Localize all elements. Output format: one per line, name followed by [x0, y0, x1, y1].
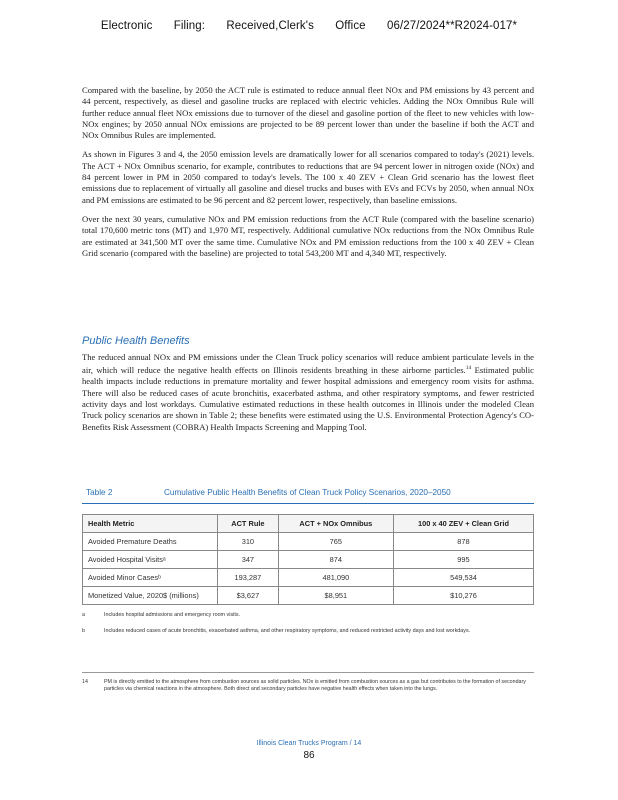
footnote-mark: 14 [82, 679, 88, 685]
filing-stamp [0, 20, 618, 32]
footer-program: Illinois Clean Trucks Program / 14 [256, 740, 362, 747]
column-header: ACT + NOx Omnibus [278, 515, 393, 533]
emissions-section [82, 85, 534, 267]
page-number: 86 [303, 750, 315, 761]
health-section [82, 352, 534, 441]
table-row [83, 533, 534, 551]
table-cell: 481,090 [278, 569, 393, 587]
body-paragraph [82, 352, 534, 433]
table-number: Table 2 [86, 488, 113, 497]
stamp-word: Office [335, 20, 366, 32]
column-header: Health Metric [83, 515, 218, 533]
table-cell: 549,534 [393, 569, 533, 587]
stamp-word: Received,Clerk's [226, 20, 314, 32]
table-cell: 193,287 [218, 569, 279, 587]
table-cell: $10,276 [393, 587, 533, 605]
table-cell: 765 [278, 533, 393, 551]
table-cell: 874 [278, 551, 393, 569]
table-cell: $3,627 [218, 587, 279, 605]
paragraph-text: The reduced annual NOx and PM emissions under the Clean Truck policy scenarios will reduce ambient particulate levels in the air, which will reduce the negative health effects on Illinois residents breathing in these airborne particles. [82, 352, 534, 376]
footnote [82, 679, 534, 694]
stamp-word: Filing: [173, 20, 206, 32]
note-mark: a [82, 612, 85, 618]
table-cell: Avoided Hospital Visitsᵃ [83, 551, 218, 569]
table-notes [82, 612, 534, 644]
section-heading: Public Health Benefits [82, 335, 190, 347]
body-paragraph: Compared with the baseline, by 2050 the ACT rule is estimated to reduce annual fleet NOx and PM emissions by 43 percent and 44 percent, respectively, as diesel and gasoline trucks are replaced with electric vehicles. Adding the NOx Omnibus Rule will further reduce annual fleet NOx emissions due to turnover of the diesel and gasoline portion of the fleet to new vehicles with low-NOx engines; by 2050 annual NOx emissions are projected to be 89 percent lower than under the baseline if both the ACT and NOx Omnibus Rules are implemented. [82, 85, 534, 141]
table-cell: Monetized Value, 2020$ (millions) [83, 587, 218, 605]
column-header: 100 x 40 ZEV + Clean Grid [393, 515, 533, 533]
health-benefits-table [82, 514, 534, 605]
paragraph-text: Estimated public health impacts include reductions in premature mortality and fewer hospital admissions and emergency room visits for asthma. There will also be reduced cases of acute bronchitis, exacerbated asthma, and other respiratory symptoms, and fewer restricted activity days and lost workdays. Cumulative estimated reductions in these health outcomes in Illinois under the modeled Clean Truck policy scenarios are shown in Table 2; these benefits were estimated using the U.S. Environmental Protection Agency's CO-Benefits Risk Assessment (COBRA) Health Impacts Screening and Mapping Tool. [82, 365, 534, 432]
table-cell: 347 [218, 551, 279, 569]
table-note [82, 628, 534, 644]
note-mark: b [82, 628, 85, 634]
note-text: Includes reduced cases of acute bronchitis, exacerbated asthma, and other respiratory symptoms, and reduced restricted activity days and lost workdays. [104, 628, 471, 634]
stamp-word: 06/27/2024**R2024-017* [386, 20, 518, 32]
column-header: ACT Rule [218, 515, 279, 533]
footnote-divider [82, 672, 534, 673]
footnote-text: PM is directly emitted to the atmosphere from combustion sources as solid particles. NOx is emitted from combustion sources as a gas but contributes to the formation of secondary particles via chemical reactions in the atmosphere. Both direct and secondary particles have negative health effects when taken into the lungs. [104, 679, 526, 693]
footnote-ref[interactable]: 14 [465, 365, 472, 372]
table-caption [82, 483, 534, 504]
table-row [83, 569, 534, 587]
table-cell: Avoided Premature Deaths [83, 533, 218, 551]
table-cell: $8,951 [278, 587, 393, 605]
table-header-row [83, 515, 534, 533]
table-cell: 878 [393, 533, 533, 551]
body-paragraph: As shown in Figures 3 and 4, the 2050 emission levels are dramatically lower for all scenarios compared to today's (2021) levels. The ACT + NOx Omnibus scenario, for example, contributes to reductions that are 94 percent lower in nitrogen oxide (NOx) and 84 percent lower in PM in 2050 compared to today's levels. The 100 x 40 ZEV + Clean Grid scenario has the lowest fleet emissions due to replacement of virtually all gasoline and diesel trucks and buses with EVs and FCVs by 2050, when annual NOx and PM emissions are estimated to be 96 percent and 82 percent lower, respectively, than baseline emissions. [82, 149, 534, 205]
table-cell: 995 [393, 551, 533, 569]
table-cell: 310 [218, 533, 279, 551]
body-paragraph: Over the next 30 years, cumulative NOx and PM emission reductions from the ACT Rule (compared with the baseline scenario) total 170,600 metric tons (MT) and 1,970 MT, respectively. Additional cumulative NOx reductions from the NOx Omnibus Rule are estimated at 341,500 MT over the same time. Cumulative NOx and PM emission reductions from the 100 x 40 ZEV + Clean Grid scenario (compared with the baseline) are projected to total 543,200 MT and 4,340 MT, respectively. [82, 213, 534, 258]
note-text: Includes hospital admissions and emergency room visits. [104, 612, 241, 618]
table-cell: Avoided Minor Casesᵇ [83, 569, 218, 587]
table-title: Cumulative Public Health Benefits of Clean Truck Policy Scenarios, 2020–2050 [164, 488, 451, 497]
table-note [82, 612, 534, 628]
table-row [83, 587, 534, 605]
table-row [83, 551, 534, 569]
stamp-word: Electronic [100, 20, 153, 32]
